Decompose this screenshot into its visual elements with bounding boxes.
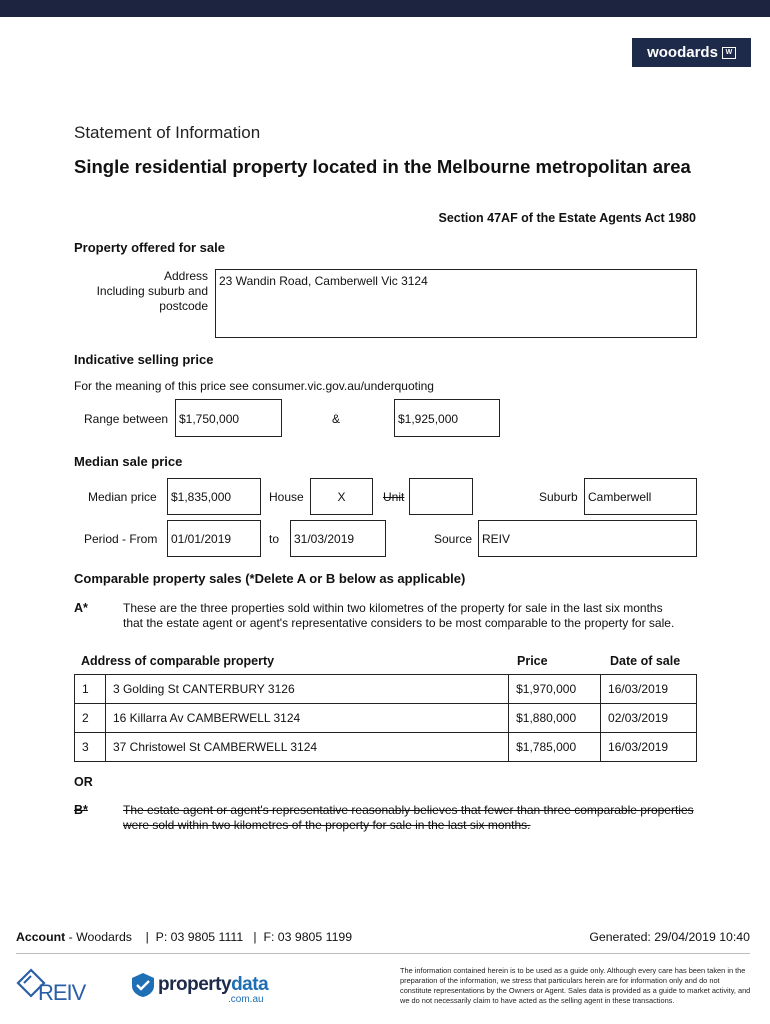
period-to-label: to bbox=[269, 532, 280, 546]
median-price-label: Median price bbox=[88, 490, 157, 504]
source-label: Source bbox=[434, 532, 473, 546]
row-date: 16/03/2019 bbox=[601, 675, 697, 704]
price-high-field[interactable]: $1,925,000 bbox=[394, 399, 500, 437]
unit-field[interactable] bbox=[409, 478, 473, 515]
disclaimer-text: The information contained herein is to be used as a guide only. Although every care has been taken in the preparation of the information, we stress that particulars herein are for information only and do not constitute representations by the Owners or Agent. Sales data is provided as a guide to market activity, and we do not necessarily claim to have acted as the selling agent in these transactions. bbox=[400, 966, 751, 1005]
table-row bbox=[75, 733, 697, 762]
comparable-table bbox=[74, 674, 697, 762]
option-b-label: B* bbox=[74, 803, 88, 817]
house-label: House bbox=[269, 490, 304, 504]
table-row bbox=[75, 675, 697, 704]
row-address: 3 Golding St CANTERBURY 3126 bbox=[105, 675, 508, 704]
address-field[interactable]: 23 Wandin Road, Camberwell Vic 3124 bbox=[215, 269, 697, 338]
period-from-field[interactable]: 01/01/2019 bbox=[167, 520, 261, 557]
row-number: 2 bbox=[75, 704, 106, 733]
address-label bbox=[60, 269, 208, 314]
top-bar bbox=[0, 0, 770, 17]
logo-mark-icon: W bbox=[722, 47, 736, 59]
period-from-label: Period - From bbox=[84, 532, 158, 546]
median-price-field[interactable]: $1,835,000 bbox=[167, 478, 261, 515]
address-label-line-1: Address bbox=[163, 269, 208, 283]
range-label: Range between bbox=[84, 412, 169, 426]
account-contact: - Woodards | P: 03 9805 1111 | F: 03 9805 1199 bbox=[65, 930, 353, 944]
col-date-header: Date of sale bbox=[610, 654, 681, 668]
account-line bbox=[16, 930, 352, 944]
propertydata-shield-icon bbox=[130, 972, 156, 998]
median-heading: Median sale price bbox=[74, 454, 183, 469]
option-a-text: These are the three properties sold within two kilometres of the property for sale in the last six months that the estate agent or agent's representative considers to be most comparable to the property for sale. bbox=[123, 601, 675, 630]
table-row bbox=[75, 704, 697, 733]
propertydata-accent: data bbox=[231, 974, 269, 995]
generated-timestamp: Generated: 29/04/2019 10:40 bbox=[589, 930, 750, 944]
row-address: 16 Killarra Av CAMBERWELL 3124 bbox=[105, 704, 508, 733]
propertydata-main: property bbox=[158, 974, 232, 995]
reiv-text: REIV bbox=[38, 980, 86, 1005]
section-reference: Section 47AF of the Estate Agents Act 1980 bbox=[438, 211, 696, 225]
propertydata-domain: .com.au bbox=[228, 994, 264, 1005]
address-label-line-3: postcode bbox=[159, 299, 208, 313]
suburb-field[interactable]: Camberwell bbox=[584, 478, 697, 515]
col-address-header: Address of comparable property bbox=[81, 654, 275, 668]
woodards-logo bbox=[632, 38, 751, 67]
property-heading: Property offered for sale bbox=[74, 240, 225, 255]
option-b-text: The estate agent or agent's representative reasonably believes that fewer than three comparable properties were sold within two kilometres of the property for sale in the last six months. bbox=[123, 803, 694, 832]
underquoting-note: For the meaning of this price see consumer.vic.gov.au/underquoting bbox=[74, 379, 434, 393]
source-field[interactable]: REIV bbox=[478, 520, 697, 557]
house-field[interactable]: X bbox=[310, 478, 373, 515]
row-price: $1,880,000 bbox=[509, 704, 601, 733]
main-heading: Single residential property located in the Melbourne metropolitan area bbox=[74, 156, 691, 177]
row-price: $1,785,000 bbox=[509, 733, 601, 762]
row-date: 16/03/2019 bbox=[601, 733, 697, 762]
price-low-field[interactable]: $1,750,000 bbox=[175, 399, 282, 437]
option-a-label: A* bbox=[74, 601, 88, 615]
row-number: 1 bbox=[75, 675, 106, 704]
col-price-header: Price bbox=[517, 654, 548, 668]
unit-label: Unit bbox=[383, 490, 405, 504]
logo-text: woodards bbox=[647, 44, 718, 61]
period-to-field[interactable]: 31/03/2019 bbox=[290, 520, 386, 557]
row-address: 37 Christowel St CAMBERWELL 3124 bbox=[105, 733, 508, 762]
range-ampersand: & bbox=[332, 412, 341, 426]
page-title: Statement of Information bbox=[74, 123, 261, 142]
indicative-heading: Indicative selling price bbox=[74, 352, 214, 367]
reiv-logo bbox=[16, 966, 106, 1006]
account-label: Account bbox=[16, 930, 66, 944]
row-number: 3 bbox=[75, 733, 106, 762]
footer-divider bbox=[16, 953, 750, 954]
or-divider: OR bbox=[74, 775, 93, 789]
propertydata-logo bbox=[130, 970, 270, 1010]
comparable-heading: Comparable property sales (*Delete A or B below as applicable) bbox=[74, 571, 466, 586]
suburb-label: Suburb bbox=[539, 490, 578, 504]
row-date: 02/03/2019 bbox=[601, 704, 697, 733]
address-label-line-2: Including suburb and bbox=[96, 284, 208, 298]
row-price: $1,970,000 bbox=[509, 675, 601, 704]
propertydata-wordmark bbox=[158, 974, 268, 996]
